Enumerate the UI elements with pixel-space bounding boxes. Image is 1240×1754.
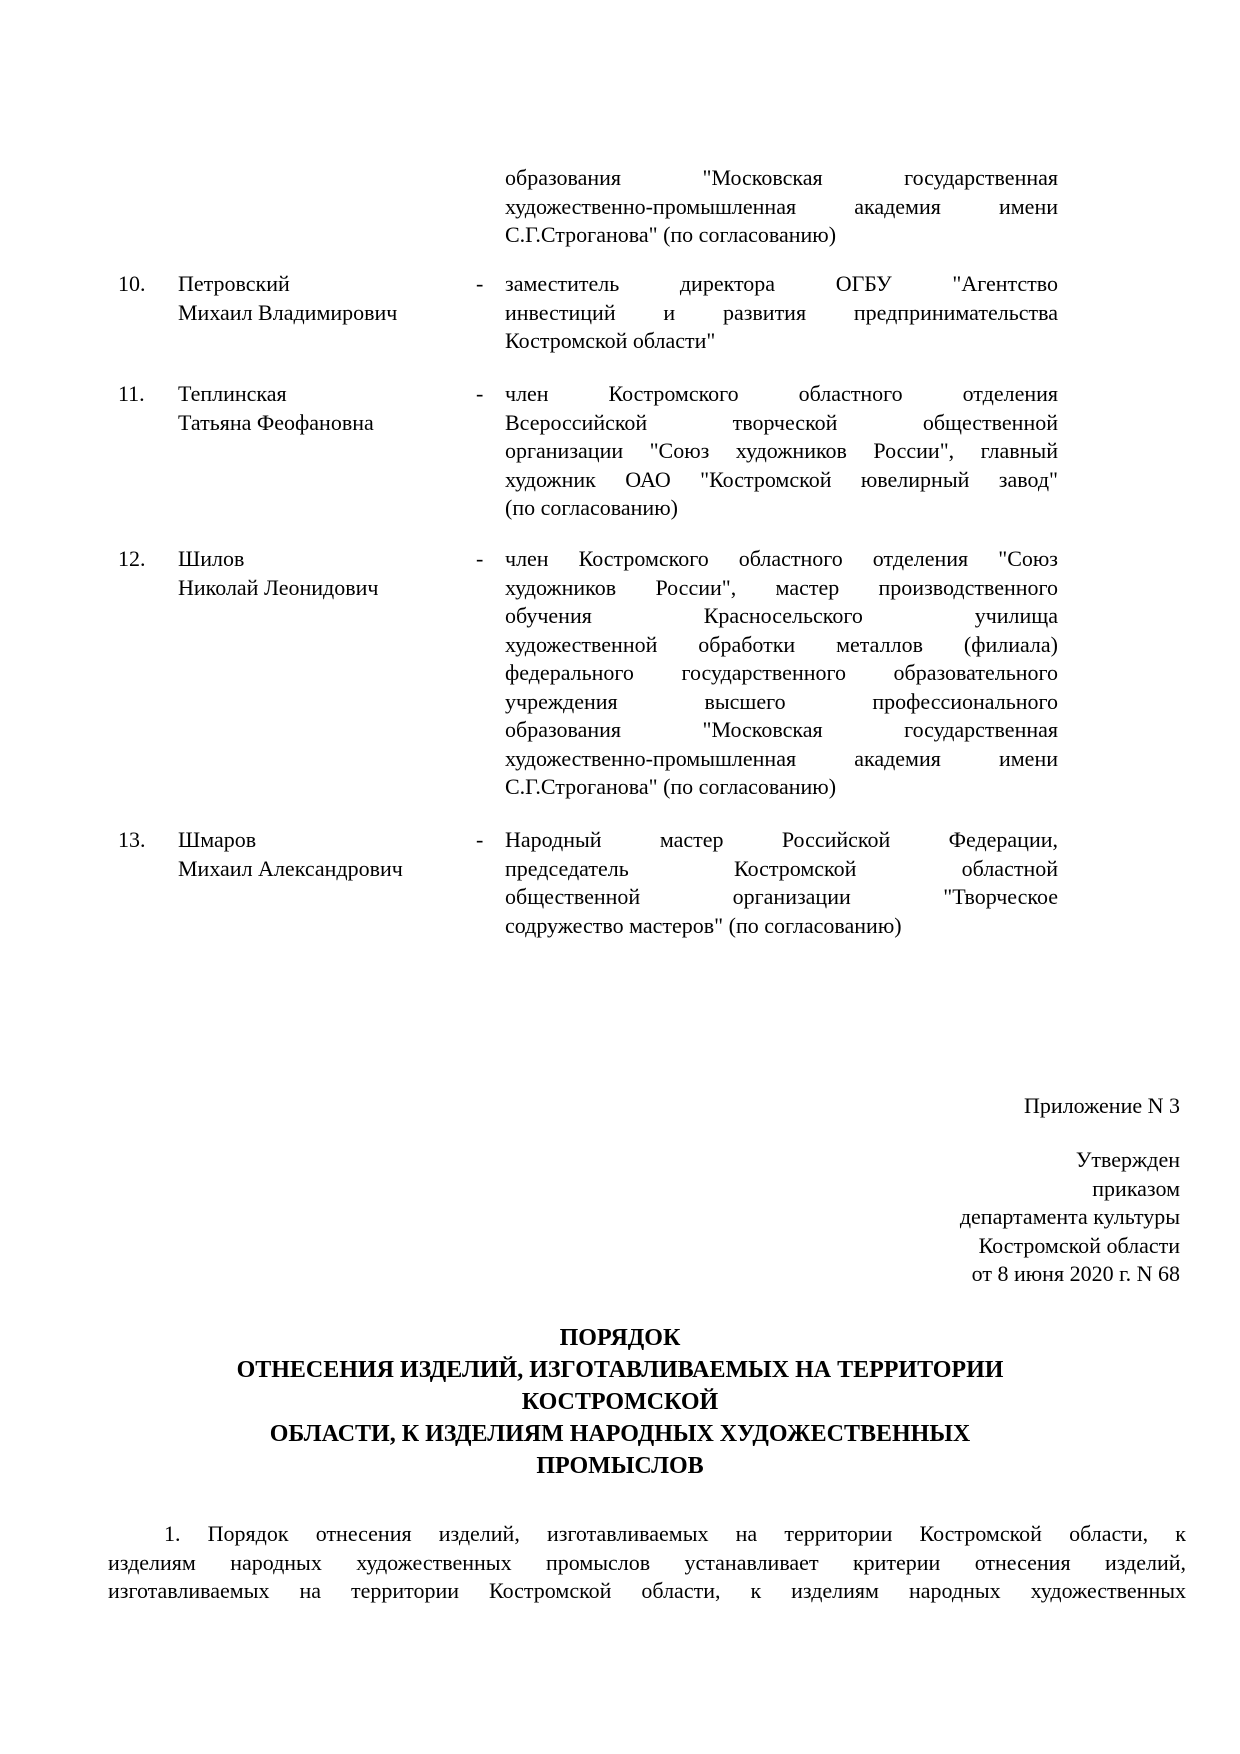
description-line: художественно-промышленная академия имени xyxy=(505,745,1058,771)
dash-separator: - xyxy=(476,271,484,296)
member-given-names: Михаил Александрович xyxy=(178,855,403,881)
member-surname: Шмаров xyxy=(178,827,257,852)
member-given-names: Михаил Владимирович xyxy=(178,299,398,325)
description-line: Народный мастер Российской Федерации, xyxy=(505,827,1058,852)
member-surname: Петровский xyxy=(178,271,290,296)
description-line: художников России", мастер производственного xyxy=(505,574,1058,600)
description-line: образования "Московская государственная xyxy=(505,717,1058,742)
paragraph-1 xyxy=(108,1520,1186,1606)
member-number: 13. xyxy=(118,827,146,852)
description-line: заместитель директора ОГБУ "Агентство xyxy=(505,271,1058,296)
paragraph-line: 1. Порядок отнесения изделий, изготавливаемых на территории Костромской области, к xyxy=(164,1521,1186,1546)
member-name xyxy=(178,270,468,327)
title-line: ОТНЕСЕНИЯ ИЗДЕЛИЙ, ИЗГОТАВЛИВАЕМЫХ НА ТЕРРИТОРИИ xyxy=(236,1357,1004,1383)
description-line: содружество мастеров" (по согласованию) xyxy=(505,912,902,938)
approval-line: департамента культуры xyxy=(959,1204,1180,1229)
appendix-number: Приложение N 3 xyxy=(1024,1093,1180,1118)
description-line: художественной обработки металлов (филиала) xyxy=(505,631,1058,657)
approval-line: Костромской области xyxy=(978,1232,1180,1258)
description-line: (по согласованию) xyxy=(505,495,678,520)
approval-line: приказом xyxy=(1092,1175,1180,1201)
member-number: 10. xyxy=(118,271,146,296)
description-line: организации "Союз художников России", главный xyxy=(505,438,1058,463)
title-line: ОБЛАСТИ, К ИЗДЕЛИЯМ НАРОДНЫХ ХУДОЖЕСТВЕННЫХ xyxy=(269,1421,971,1447)
description-line: художественно-промышленная академия имени xyxy=(505,193,1058,219)
description-line: общественной организации "Творческое xyxy=(505,884,1058,909)
member-description xyxy=(505,164,1058,250)
member-surname: Теплинская xyxy=(178,381,287,406)
member-name xyxy=(178,826,468,883)
description-line: учреждения высшего профессионального xyxy=(505,688,1058,714)
member-surname: Шилов xyxy=(178,546,245,571)
member-given-names: Николай Леонидович xyxy=(178,574,379,600)
description-line: федерального государственного образовательного xyxy=(505,660,1058,685)
member-number: 12. xyxy=(118,546,146,571)
member-description xyxy=(505,380,1058,523)
description-line: обучения Красносельского училища xyxy=(505,603,1058,628)
approval-line: от 8 июня 2020 г. N 68 xyxy=(971,1261,1180,1286)
paragraph-line: изготавливаемых на территории Костромской области, к изделиям народных художественных xyxy=(108,1578,1186,1603)
description-line: Всероссийской творческой общественной xyxy=(505,409,1058,435)
description-line: инвестиций и развития предпринимательства xyxy=(505,299,1058,325)
description-line: С.Г.Строганова" (по согласованию) xyxy=(505,222,837,247)
member-description xyxy=(505,826,1058,940)
description-line: С.Г.Строганова" (по согласованию) xyxy=(505,774,837,799)
approval-block xyxy=(960,1146,1180,1289)
description-line: член Костромского областного отделения "Союз xyxy=(505,546,1058,571)
description-line: художник ОАО "Костромской ювелирный завод" xyxy=(505,466,1058,492)
description-line: образования "Московская государственная xyxy=(505,165,1058,190)
member-number: 11. xyxy=(118,381,145,406)
dash-separator: - xyxy=(476,827,484,852)
description-line: Костромской области" xyxy=(505,328,716,353)
title-line: ПРОМЫСЛОВ xyxy=(536,1453,704,1479)
member-description xyxy=(505,270,1058,356)
paragraph-line: изделиям народных художественных промыслов устанавливает критерии отнесения изделий, xyxy=(108,1549,1186,1575)
approval-line: Утвержден xyxy=(1075,1147,1180,1172)
member-name xyxy=(178,545,468,602)
member-given-names: Татьяна Феофановна xyxy=(178,409,374,435)
title-line: ПОРЯДОК xyxy=(559,1325,681,1351)
appendix-label xyxy=(1024,1092,1180,1121)
member-name xyxy=(178,380,468,437)
document-title xyxy=(100,1322,1140,1482)
member-description xyxy=(505,545,1058,802)
description-line: член Костромского областного отделения xyxy=(505,381,1058,406)
dash-separator: - xyxy=(476,546,484,571)
description-line: председатель Костромской областной xyxy=(505,855,1058,881)
title-line: КОСТРОМСКОЙ xyxy=(521,1389,719,1415)
dash-separator: - xyxy=(476,381,484,406)
